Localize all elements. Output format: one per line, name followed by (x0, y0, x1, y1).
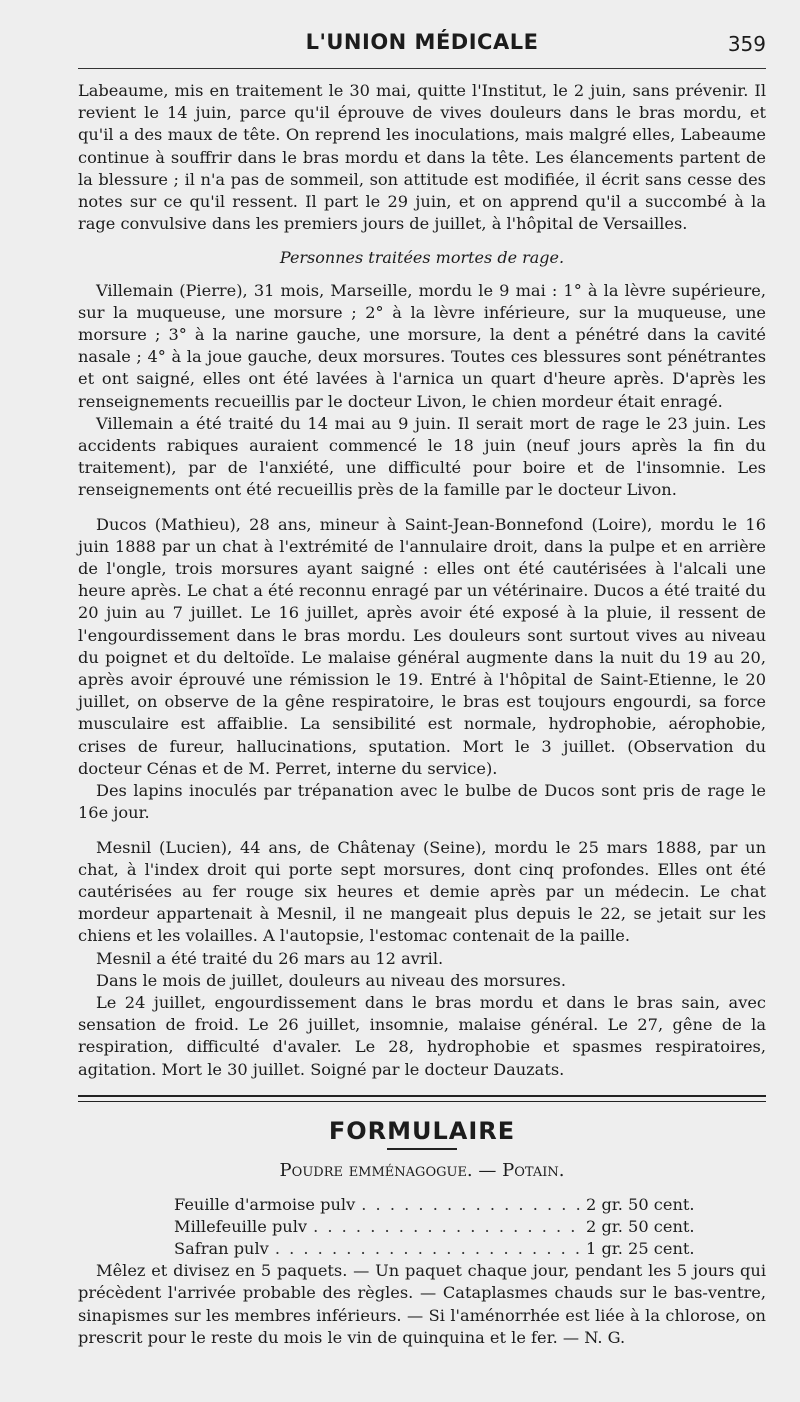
recipe-title: Poudre emménagogue. — Potain. (279, 1159, 565, 1181)
case-paragraph: Dans le mois de juillet, douleurs au niveau des morsures. (96, 970, 566, 990)
section-divider (78, 1095, 766, 1102)
ingredient-list (174, 1194, 695, 1260)
case-paragraph: Ducos (Mathieu), 28 ans, mineur à Saint-Jean-Bonnefond (Loire), mordu le 16 juin 1888 par un chat à l'extrémité de l'annulaire droit, dans la pulpe et en arrière de l'ongle, trois morsures ayant saigné : elles ont été cautérisées à l'alcali une heure après. Le chat a été reconnu enragé par un vétérinaire. Ducos a été traité du 20 juin au 7 juillet. Le 16 juillet, après avoir été exposé à la pluie, il ressent de l'engourdissement dans le bras mordu. Les douleurs sont surtout vives au niveau du poignet et du deltoïde. Le malaise général augmente dans la nuit du 19 au 20, après avoir éprouvé une rémission le 19. Entré à l'hôpital de Saint-Etienne, le 20 juillet, on observe de la gêne respiratoire, le bras est toujours engourdi, sa force musculaire est affaiblie. La sensibilité est normale, hydrophobie, aérophobie, crises de fureur, hallucinations, sputation. Mort le 3 juillet. (Observation du docteur Cénas et de M. Perret, interne du service). (78, 514, 766, 778)
ingredient-quantity: 1 gr. 25 cent. (586, 1239, 695, 1259)
running-title: L'UNION MÉDICALE (305, 30, 539, 54)
ingredient-name: Millefeuille pulv (174, 1217, 308, 1237)
title-underline (387, 1148, 457, 1150)
recipe-instructions: Mêlez et divisez en 5 paquets. — Un paquet chaque jour, pendant les 5 jours qui précèdent l'arrivée probable des règles. — Cataplasmes chauds sur le bas-ventre, sinapismes sur les membres inférieurs. — Si l'aménorrhée est liée à la chlorose, on prescrit pour le reste du mois le vin de quinquina et le fer. — N. G. (78, 1261, 766, 1347)
header-rule (78, 68, 766, 69)
leader-dots (313, 1216, 580, 1238)
case-paragraph: Mesnil (Lucien), 44 ans, de Châtenay (Seine), mordu le 25 mars 1888, par un chat, à l'index droit qui porte sept morsures, dont cinq profondes. Elles ont été cautérisées au fer rouge six heures et demie après par un médecin. Le chat mordeur appartenait à Mesnil, il ne mangeait plus depuis le 22, se jetait sur les chiens et les volailles. A l'autopsie, l'estomac contenait de la paille. (78, 837, 766, 946)
article-body (78, 80, 766, 1349)
ingredient-row (174, 1238, 695, 1260)
case-paragraph: Des lapins inoculés par trépanation avec le bulbe de Ducos sont pris de rage le 16e jour. (78, 781, 766, 823)
page-header (78, 30, 766, 62)
formulaire-title: FORMULAIRE (328, 1116, 516, 1145)
ingredient-quantity: 2 gr. 50 cent. (586, 1217, 695, 1237)
case-paragraph: Mesnil a été traité du 26 mars au 12 avril. (96, 948, 444, 968)
ingredient-row (174, 1216, 695, 1238)
section-title: Personnes traitées mortes de rage. (279, 248, 565, 268)
page-number: 359 (727, 32, 766, 56)
ingredient-quantity: 2 gr. 50 cent. (586, 1195, 695, 1215)
ingredient-name: Safran pulv (174, 1239, 269, 1259)
case-paragraph: Villemain (Pierre), 31 mois, Marseille, mordu le 9 mai : 1° à la lèvre supérieure, sur la muqueuse, une morsure ; 2° à la lèvre inférieure, sur la muqueuse, une morsure ; 3° à la narine gauche, une morsure, la dent a pénétré dans la cavité nasale ; 4° à la joue gauche, deux morsures. Toutes ces blessures sont pénétrantes et ont saigné, elles ont été lavées à l'arnica un quart d'heure après. D'après les renseignements recueillis par le docteur Livon, le chien mordeur était enragé. (78, 280, 766, 411)
leader-dots (275, 1238, 580, 1260)
ingredient-row (174, 1194, 695, 1216)
intro-paragraph: Labeaume, mis en traitement le 30 mai, quitte l'Institut, le 2 juin, sans prévenir. Il revient le 14 juin, parce qu'il éprouve de vives douleurs dans le bras mordu, et qu'il a des maux de tête. On reprend les inoculations, mais malgré elles, Labeaume continue à souffrir dans le bras mordu et dans la tête. Les élancements partent de la blessure ; il n'a pas de sommeil, son attitude est modifiée, il écrit sans cesse des notes sur ce qu'il ressent. Il part le 29 juin, et on apprend qu'il a succombé à la rage convulsive dans les premiers jours de juillet, à l'hôpital de Versailles. (78, 81, 766, 234)
leader-dots (361, 1194, 580, 1216)
case-paragraph: Villemain a été traité du 14 mai au 9 juin. Il serait mort de rage le 23 juin. Les accidents rabiques auraient commencé le 18 juin (neuf jours après la fin du traitement), par de l'anxiété, une difficulté pour boire et de l'insomnie. Les renseignements ont été recueillis près de la famille par le docteur Livon. (78, 413, 766, 500)
case-paragraph: Le 24 juillet, engourdissement dans le bras mordu et dans le bras sain, avec sensation de froid. Le 26 juillet, insomnie, malaise général. Le 27, gêne de la respiration, difficulté d'avaler. Le 28, hydrophobie et spasmes respiratoires, agitation. Mort le 30 juillet. Soigné par le docteur Dauzats. (78, 992, 766, 1079)
ingredient-name: Feuille d'armoise pulv (174, 1195, 356, 1215)
